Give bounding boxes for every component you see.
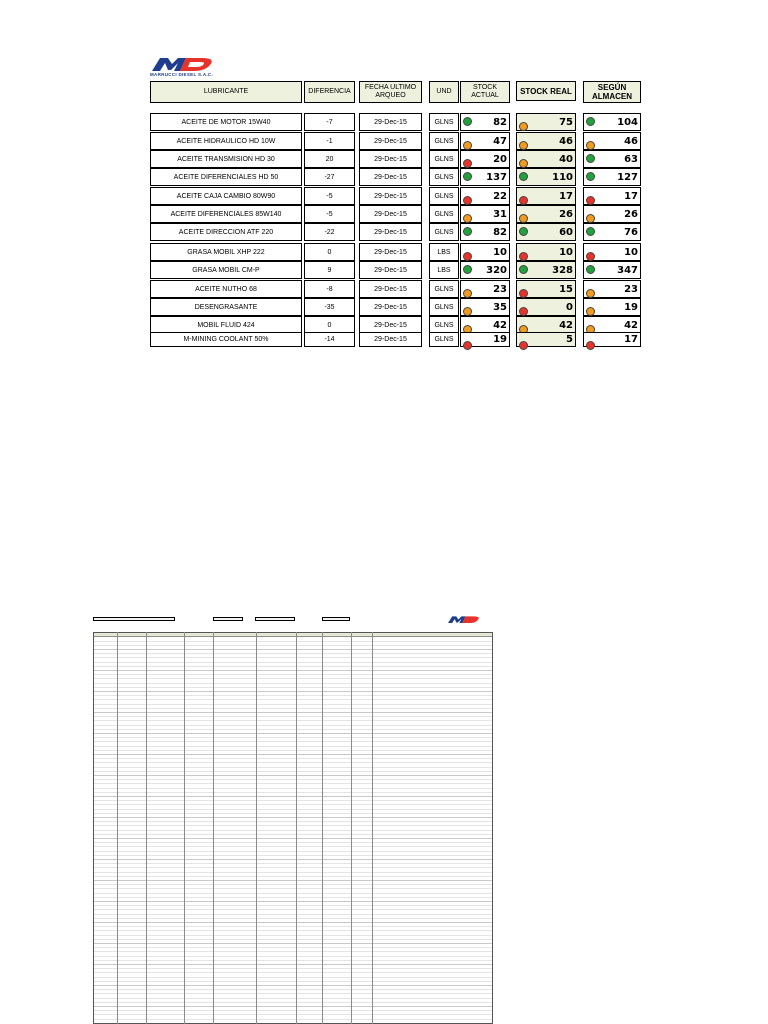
stock-actual-value: 10 [493, 246, 507, 258]
cell-lubricante [150, 205, 302, 223]
cell-stock-real [516, 332, 576, 347]
header-lubricante: LUBRICANTE [150, 81, 302, 103]
thumb-col-line [296, 632, 297, 1024]
und-value: GLNS [434, 303, 454, 311]
cell-lubricante [150, 332, 302, 347]
fecha-value: 29-Dec-15 [374, 228, 407, 236]
orange-status-icon [586, 289, 595, 298]
und-value: GLNS [434, 137, 454, 145]
stock-actual-value: 320 [486, 264, 507, 276]
stock-real-value: 42 [559, 319, 573, 331]
cell-stock-real [516, 113, 576, 131]
cell-fecha [359, 168, 422, 186]
und-value: GLNS [434, 118, 454, 126]
stock-actual-value: 137 [486, 171, 507, 183]
lubricante-value: ACEITE DIRECCION ATF 220 [178, 228, 274, 236]
cell-fecha [359, 113, 422, 131]
fecha-value: 29-Dec-15 [374, 248, 407, 256]
stock-actual-value: 35 [493, 301, 507, 313]
header-fecha: FECHA ULTIMO ARQUEO [359, 81, 422, 103]
stock-real-value: 46 [559, 135, 573, 147]
orange-status-icon [519, 122, 528, 131]
thumb-col-line [146, 632, 147, 1024]
green-status-icon [519, 265, 528, 274]
cell-stock-actual [460, 261, 510, 279]
fecha-value: 29-Dec-15 [374, 118, 407, 126]
cell-segun-almacen [583, 298, 641, 316]
lubricante-value: ACEITE HIDRAULICO HD 10W [176, 137, 276, 145]
cell-stock-actual [460, 168, 510, 186]
diferencia-value: -27 [324, 173, 335, 181]
cell-und [429, 280, 459, 298]
cell-lubricante [150, 280, 302, 298]
red-status-icon [586, 341, 595, 350]
stock-actual-value: 22 [493, 190, 507, 202]
fecha-value: 29-Dec-15 [374, 173, 407, 181]
fecha-value: 29-Dec-15 [374, 303, 407, 311]
cell-segun-almacen [583, 168, 641, 186]
diferencia-value: 0 [327, 321, 332, 329]
cell-fecha [359, 223, 422, 241]
diferencia-value: -22 [324, 228, 335, 236]
thumb-col-line [213, 632, 214, 1024]
cell-lubricante [150, 113, 302, 131]
stock-actual-value: 82 [493, 116, 507, 128]
thumb-field-bar [255, 617, 295, 621]
cell-fecha [359, 243, 422, 261]
cell-und [429, 205, 459, 223]
cell-stock-actual [460, 243, 510, 261]
und-value: GLNS [434, 321, 454, 329]
cell-und [429, 150, 459, 168]
lubricante-value: M-MINING COOLANT 50% [183, 336, 269, 343]
cell-segun-almacen [583, 132, 641, 150]
und-value: LBS [437, 248, 451, 256]
stock-actual-value: 47 [493, 135, 507, 147]
diferencia-value: -35 [324, 303, 335, 311]
red-status-icon [519, 289, 528, 298]
stock-actual-value: 82 [493, 226, 507, 238]
cell-fecha [359, 132, 422, 150]
cell-diferencia [304, 223, 355, 241]
thumb-sheet-grid [93, 632, 493, 1024]
cell-und [429, 332, 459, 347]
fecha-value: 29-Dec-15 [374, 266, 407, 274]
cell-lubricante [150, 261, 302, 279]
cell-segun-almacen [583, 223, 641, 241]
und-value: GLNS [434, 173, 454, 181]
lubricante-value: GRASA MOBIL XHP 222 [187, 248, 265, 256]
segun-almacen-value: 347 [617, 264, 638, 276]
und-value: GLNS [434, 210, 454, 218]
cell-diferencia [304, 243, 355, 261]
cell-stock-real [516, 132, 576, 150]
diferencia-value: -14 [324, 336, 335, 343]
cell-stock-actual [460, 223, 510, 241]
orange-status-icon [463, 307, 472, 316]
red-status-icon [463, 159, 472, 168]
cell-diferencia [304, 261, 355, 279]
cell-fecha [359, 332, 422, 347]
green-status-icon [519, 227, 528, 236]
cell-lubricante [150, 223, 302, 241]
cell-fecha [359, 298, 422, 316]
cell-stock-real [516, 223, 576, 241]
cell-fecha [359, 150, 422, 168]
green-status-icon [586, 227, 595, 236]
green-status-icon [463, 172, 472, 181]
cell-diferencia [304, 113, 355, 131]
thumb-col-line [256, 632, 257, 1024]
stock-real-value: 17 [559, 190, 573, 202]
green-status-icon [586, 117, 595, 126]
thumb-logo [447, 614, 483, 628]
orange-status-icon [519, 159, 528, 168]
thumb-col-line [184, 632, 185, 1024]
cell-segun-almacen [583, 187, 641, 205]
segun-almacen-value: 17 [624, 190, 638, 202]
cell-diferencia [304, 280, 355, 298]
cell-stock-real [516, 205, 576, 223]
orange-status-icon [519, 214, 528, 223]
und-value: GLNS [434, 336, 454, 343]
fecha-value: 29-Dec-15 [374, 285, 407, 293]
segun-almacen-value: 23 [624, 283, 638, 295]
und-value: LBS [437, 266, 451, 274]
red-status-icon [463, 341, 472, 350]
cell-lubricante [150, 150, 302, 168]
cell-und [429, 243, 459, 261]
stock-real-value: 328 [552, 264, 573, 276]
thumb-col-line [322, 632, 323, 1024]
lubricante-value: GRASA MOBIL CM-P [192, 266, 260, 274]
stock-actual-value: 42 [493, 319, 507, 331]
cell-stock-actual [460, 280, 510, 298]
green-status-icon [463, 117, 472, 126]
lubricante-value: DESENGRASANTE [194, 303, 258, 311]
stock-real-value: 0 [566, 301, 573, 313]
orange-status-icon [519, 141, 528, 150]
diferencia-value: -1 [326, 137, 333, 145]
cell-segun-almacen [583, 332, 641, 347]
red-status-icon [586, 252, 595, 261]
cell-diferencia [304, 132, 355, 150]
segun-almacen-value: 76 [624, 226, 638, 238]
thumb-col-line [351, 632, 352, 1024]
cell-und [429, 261, 459, 279]
cell-lubricante [150, 187, 302, 205]
orange-status-icon [586, 141, 595, 150]
cell-und [429, 168, 459, 186]
lubricante-value: ACEITE DIFERENCIALES 85W140 [170, 210, 282, 218]
red-status-icon [463, 252, 472, 261]
cell-diferencia [304, 150, 355, 168]
stock-real-value: 15 [559, 283, 573, 295]
cell-segun-almacen [583, 113, 641, 131]
diferencia-value: -8 [326, 285, 333, 293]
cell-lubricante [150, 243, 302, 261]
red-status-icon [519, 307, 528, 316]
fecha-value: 29-Dec-15 [374, 137, 407, 145]
orange-status-icon [463, 289, 472, 298]
cell-segun-almacen [583, 205, 641, 223]
logo-caption: MARRUCCI DIESEL S.A.C. [150, 72, 214, 77]
fecha-value: 29-Dec-15 [374, 210, 407, 218]
cell-stock-real [516, 261, 576, 279]
segun-almacen-value: 104 [617, 116, 638, 128]
cell-segun-almacen [583, 280, 641, 298]
green-status-icon [463, 227, 472, 236]
lubricante-value: MOBIL FLUID 424 [197, 321, 255, 329]
diferencia-value: 0 [327, 248, 332, 256]
cell-und [429, 223, 459, 241]
red-status-icon [463, 196, 472, 205]
thumb-title-bar [93, 617, 175, 621]
cell-diferencia [304, 332, 355, 347]
stock-actual-value: 20 [493, 153, 507, 165]
cell-fecha [359, 205, 422, 223]
und-value: GLNS [434, 285, 454, 293]
cell-stock-actual [460, 132, 510, 150]
fecha-value: 29-Dec-15 [374, 155, 407, 163]
cell-stock-real [516, 298, 576, 316]
stock-real-value: 110 [552, 171, 573, 183]
cell-segun-almacen [583, 150, 641, 168]
segun-almacen-value: 17 [624, 334, 638, 345]
green-status-icon [463, 265, 472, 274]
stock-real-value: 75 [559, 116, 573, 128]
segun-almacen-value: 10 [624, 246, 638, 258]
und-value: GLNS [434, 155, 454, 163]
green-status-icon [586, 154, 595, 163]
green-status-icon [586, 265, 595, 274]
cell-und [429, 298, 459, 316]
orange-status-icon [463, 141, 472, 150]
cell-diferencia [304, 298, 355, 316]
segun-almacen-value: 19 [624, 301, 638, 313]
thumb-field-bar [322, 617, 350, 621]
cell-und [429, 132, 459, 150]
cell-stock-actual [460, 205, 510, 223]
lubricante-value: ACEITE TRANSMISION HD 30 [177, 155, 275, 163]
cell-lubricante [150, 168, 302, 186]
cell-stock-actual [460, 332, 510, 347]
orange-status-icon [463, 214, 472, 223]
diferencia-value: -5 [326, 210, 333, 218]
stock-real-value: 60 [559, 226, 573, 238]
fecha-value: 29-Dec-15 [374, 336, 407, 343]
thumb-field-bar [213, 617, 243, 621]
orange-status-icon [586, 214, 595, 223]
header-diferencia: DIFERENCIA [304, 81, 355, 103]
red-status-icon [519, 252, 528, 261]
header-und: UND [429, 81, 459, 103]
cell-stock-actual [460, 298, 510, 316]
lubricante-value: ACEITE NUTHO 68 [195, 285, 257, 293]
cell-fecha [359, 280, 422, 298]
stock-actual-value: 31 [493, 208, 507, 220]
cell-fecha [359, 187, 422, 205]
cell-diferencia [304, 187, 355, 205]
cell-und [429, 187, 459, 205]
diferencia-value: 20 [325, 155, 334, 163]
header-stock-actual: STOCK ACTUAL [460, 81, 510, 103]
cell-stock-actual [460, 187, 510, 205]
cell-lubricante [150, 298, 302, 316]
stock-actual-value: 19 [493, 334, 507, 345]
und-value: GLNS [434, 192, 454, 200]
stock-actual-value: 23 [493, 283, 507, 295]
stock-real-value: 26 [559, 208, 573, 220]
fecha-value: 29-Dec-15 [374, 321, 407, 329]
lubricante-value: ACEITE DE MOTOR 15W40 [181, 118, 271, 126]
cell-stock-real [516, 187, 576, 205]
cell-fecha [359, 261, 422, 279]
cell-stock-actual [460, 150, 510, 168]
und-value: GLNS [434, 228, 454, 236]
segun-almacen-value: 127 [617, 171, 638, 183]
segun-almacen-value: 46 [624, 135, 638, 147]
diferencia-value: -7 [326, 118, 333, 126]
cell-lubricante [150, 132, 302, 150]
red-status-icon [519, 341, 528, 350]
cell-stock-real [516, 168, 576, 186]
cell-segun-almacen [583, 261, 641, 279]
lubricante-value: ACEITE CAJA CAMBIO 80W90 [176, 192, 276, 200]
cell-diferencia [304, 168, 355, 186]
cell-stock-real [516, 150, 576, 168]
red-status-icon [519, 196, 528, 205]
stock-real-value: 40 [559, 153, 573, 165]
segun-almacen-value: 63 [624, 153, 638, 165]
cell-und [429, 113, 459, 131]
diferencia-value: -5 [326, 192, 333, 200]
segun-almacen-value: 26 [624, 208, 638, 220]
stock-real-value: 5 [566, 334, 573, 345]
green-status-icon [586, 172, 595, 181]
cell-stock-real [516, 280, 576, 298]
orange-status-icon [586, 307, 595, 316]
red-status-icon [586, 196, 595, 205]
stock-real-value: 10 [559, 246, 573, 258]
cell-stock-real [516, 243, 576, 261]
thumb-col-line [117, 632, 118, 1024]
thumb-col-line [372, 632, 373, 1024]
header-segun-almacen: SEGÚN ALMACEN [583, 81, 641, 103]
green-status-icon [519, 172, 528, 181]
header-stock-real: STOCK REAL [516, 81, 576, 101]
segun-almacen-value: 42 [624, 319, 638, 331]
cell-diferencia [304, 205, 355, 223]
cell-stock-actual [460, 113, 510, 131]
fecha-value: 29-Dec-15 [374, 192, 407, 200]
cell-segun-almacen [583, 243, 641, 261]
diferencia-value: 9 [327, 266, 332, 274]
lubricante-value: ACEITE DIFERENCIALES HD 50 [173, 173, 279, 181]
